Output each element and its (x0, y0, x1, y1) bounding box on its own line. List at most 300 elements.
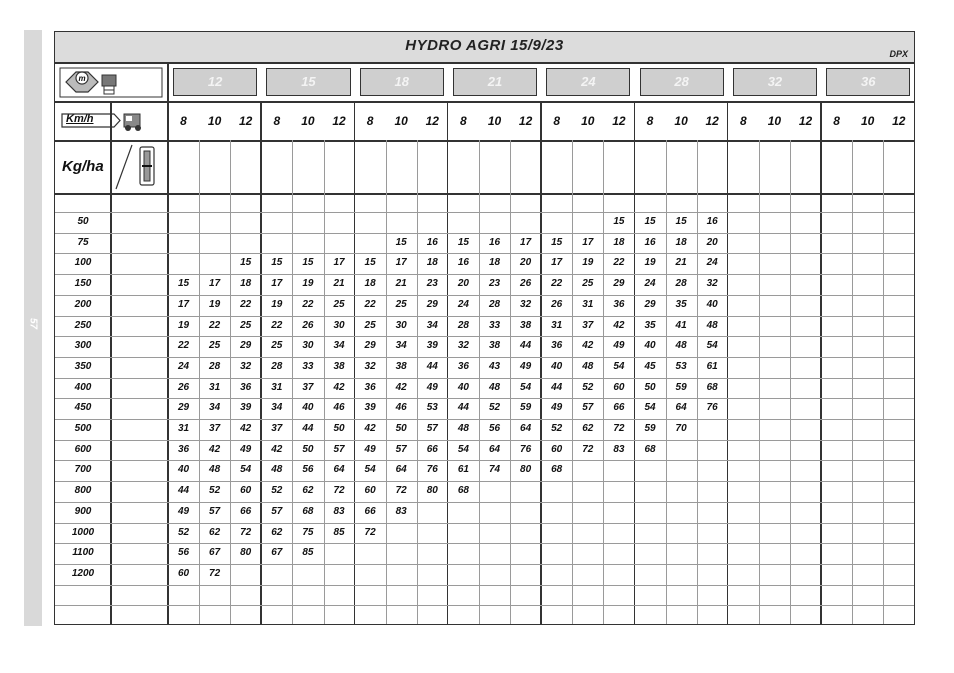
value-cell: 56 (488, 423, 501, 434)
value-cell: 52 (582, 381, 594, 393)
width-header-32: 32 (733, 68, 817, 96)
value-cell: 26 (551, 298, 563, 310)
width-header-12: 12 (173, 68, 257, 96)
value-cell: 20 (706, 236, 718, 248)
setting-lever-cell (112, 141, 164, 191)
value-cell: 15 (271, 257, 283, 269)
value-cell: 48 (209, 464, 221, 476)
width-header-36: 36 (826, 68, 910, 96)
value-cell: 40 (177, 464, 190, 476)
value-cell: 16 (457, 257, 469, 269)
value-cell: 22 (240, 298, 252, 310)
value-cell: 34 (271, 402, 283, 414)
rate-cell: 100 (74, 257, 92, 269)
opening-header: 12 (892, 114, 906, 128)
rate-cell: 700 (74, 464, 92, 476)
value-cell: 25 (240, 319, 252, 331)
value-cell: 46 (333, 402, 345, 414)
width-header-18: 18 (360, 68, 444, 96)
value-cell: 24 (457, 298, 469, 310)
opening-header: 10 (581, 114, 595, 128)
opening-header: 12 (518, 114, 533, 128)
value-cell: 25 (364, 319, 376, 331)
page-number: 57 (27, 317, 39, 330)
opening-header: 12 (425, 114, 439, 128)
value-cell: 49 (426, 381, 438, 393)
opening-header: 10 (487, 114, 502, 128)
value-cell: 62 (209, 526, 221, 538)
value-cell: 50 (644, 381, 656, 393)
value-cell: 31 (177, 423, 190, 434)
value-cell: 36 (240, 381, 252, 393)
value-cell: 22 (302, 298, 314, 310)
rule-line (820, 101, 822, 624)
value-cell: 20 (457, 278, 469, 290)
value-cell: 72 (333, 485, 345, 497)
value-cell: 66 (240, 505, 252, 517)
value-cell: 68 (551, 464, 563, 476)
value-cell: 25 (271, 340, 283, 352)
value-cell: 60 (240, 485, 252, 497)
value-cell: 25 (395, 298, 407, 310)
rate-cell: 450 (74, 402, 92, 414)
width-header-24: 24 (546, 68, 630, 96)
value-cell: 21 (333, 278, 345, 290)
opening-header: 12 (705, 114, 719, 128)
value-cell: 85 (302, 547, 314, 559)
value-cell: 35 (644, 319, 656, 331)
value-cell: 53 (426, 402, 438, 414)
value-cell: 34 (395, 340, 407, 352)
value-cell: 34 (426, 319, 438, 331)
value-cell: 18 (675, 236, 687, 248)
value-cell: 37 (302, 381, 314, 393)
value-cell: 46 (395, 402, 407, 414)
rate-cell: 1100 (72, 547, 94, 559)
value-cell: 16 (488, 236, 501, 248)
value-cell: 37 (582, 319, 594, 331)
value-cell: 48 (457, 423, 469, 434)
opening-header: 12 (798, 114, 813, 128)
value-cell: 44 (426, 360, 438, 372)
value-cell: 15 (675, 216, 687, 227)
value-cell: 37 (271, 423, 283, 434)
value-cell: 30 (333, 319, 345, 331)
value-cell: 17 (520, 236, 532, 248)
value-cell: 50 (302, 443, 314, 455)
value-cell: 53 (675, 360, 687, 372)
value-cell: 42 (271, 443, 283, 455)
value-cell: 15 (364, 257, 376, 269)
opening-header: 8 (646, 114, 654, 128)
value-cell: 60 (177, 567, 190, 579)
value-cell: 83 (333, 505, 345, 517)
value-cell: 19 (271, 298, 283, 310)
value-cell: 32 (706, 278, 718, 290)
value-cell: 52 (177, 526, 190, 538)
value-cell: 59 (520, 402, 532, 414)
rate-cell: 50 (77, 216, 89, 227)
value-cell: 15 (302, 257, 314, 269)
value-cell: 62 (271, 526, 283, 538)
opening-header: 10 (207, 114, 222, 128)
value-cell: 28 (488, 298, 501, 310)
opening-header: 8 (833, 114, 840, 128)
opening-header: 8 (739, 114, 747, 128)
value-cell: 17 (333, 257, 345, 269)
value-cell: 34 (209, 402, 221, 414)
rate-cell: 250 (74, 319, 92, 331)
opening-header: 10 (301, 114, 315, 128)
value-cell: 52 (271, 485, 283, 497)
value-cell: 48 (675, 340, 687, 352)
value-cell: 62 (302, 485, 314, 497)
value-cell: 40 (644, 340, 656, 352)
setting-lever-icon (112, 141, 164, 191)
value-cell: 25 (582, 278, 594, 290)
value-cell: 80 (520, 464, 532, 476)
value-cell: 21 (395, 278, 407, 290)
value-cell: 75 (302, 526, 314, 538)
value-cell: 67 (271, 547, 283, 559)
rate-label: Kg/ha (62, 158, 104, 175)
grid-line (55, 605, 914, 606)
value-cell: 60 (613, 381, 625, 393)
value-cell: 72 (240, 526, 252, 538)
value-cell: 45 (644, 360, 656, 372)
value-cell: 32 (457, 340, 469, 352)
value-cell: 57 (271, 505, 283, 517)
value-cell: 57 (582, 402, 594, 414)
value-cell: 37 (209, 423, 221, 434)
document-title: HYDRO AGRI 15/9/23 (405, 37, 564, 54)
value-cell: 72 (582, 443, 594, 455)
value-cell: 64 (675, 402, 687, 414)
value-cell: 54 (706, 340, 718, 352)
rate-cell: 350 (74, 360, 92, 372)
value-cell: 52 (209, 485, 221, 497)
value-cell: 49 (613, 340, 625, 352)
value-cell: 48 (271, 464, 283, 476)
value-cell: 62 (582, 423, 594, 434)
opening-header: 12 (332, 114, 346, 128)
value-cell: 26 (177, 381, 190, 393)
value-cell: 72 (395, 485, 407, 497)
value-cell: 36 (457, 360, 469, 372)
value-cell: 48 (488, 381, 501, 393)
value-cell: 18 (240, 278, 252, 290)
value-cell: 76 (426, 464, 438, 476)
value-cell: 17 (177, 298, 190, 310)
value-cell: 57 (395, 443, 407, 455)
value-cell: 57 (333, 443, 345, 455)
value-cell: 31 (582, 298, 594, 310)
value-cell: 15 (457, 236, 469, 248)
value-cell: 68 (644, 443, 656, 455)
value-cell: 59 (675, 381, 687, 393)
value-cell: 22 (551, 278, 563, 290)
value-cell: 31 (551, 319, 563, 331)
grid-line (55, 585, 914, 586)
value-cell: 19 (177, 319, 190, 331)
value-cell: 28 (675, 278, 687, 290)
value-cell: 57 (426, 423, 438, 434)
value-cell: 33 (488, 319, 501, 331)
opening-header: 8 (180, 114, 187, 128)
value-cell: 18 (364, 278, 376, 290)
value-cell: 31 (271, 381, 283, 393)
value-cell: 44 (551, 381, 563, 393)
value-cell: 42 (364, 423, 376, 434)
value-cell: 40 (302, 402, 314, 414)
value-cell: 49 (240, 443, 252, 455)
value-cell: 22 (271, 319, 283, 331)
value-cell: 29 (644, 298, 656, 310)
value-cell: 34 (333, 340, 345, 352)
value-cell: 64 (488, 443, 501, 455)
opening-header: 8 (366, 114, 374, 128)
value-cell: 17 (209, 278, 221, 290)
value-cell: 19 (644, 257, 656, 269)
value-cell: 42 (209, 443, 221, 455)
value-cell: 66 (364, 505, 376, 517)
rate-cell: 600 (74, 443, 92, 455)
value-cell: 39 (364, 402, 376, 414)
value-cell: 23 (426, 278, 438, 290)
value-cell: 59 (644, 423, 656, 434)
svg-text:m: m (78, 74, 86, 83)
value-cell: 74 (488, 464, 501, 476)
value-cell: 40 (706, 298, 718, 310)
opening-header: 12 (239, 114, 253, 128)
value-cell: 61 (706, 360, 718, 372)
value-cell: 56 (302, 464, 314, 476)
value-cell: 49 (551, 402, 563, 414)
opening-header: 8 (553, 114, 561, 128)
value-cell: 22 (364, 298, 376, 310)
value-cell: 54 (644, 402, 656, 414)
value-cell: 35 (675, 298, 687, 310)
value-cell: 52 (488, 402, 501, 414)
value-cell: 44 (520, 340, 532, 352)
opening-header: 10 (767, 114, 782, 128)
value-cell: 54 (240, 464, 252, 476)
value-cell: 49 (364, 443, 376, 455)
rate-cell: 800 (74, 485, 92, 497)
value-cell: 15 (240, 257, 252, 269)
value-cell: 19 (209, 298, 221, 310)
value-cell: 48 (582, 360, 594, 372)
value-cell: 52 (551, 423, 563, 434)
value-cell: 22 (209, 319, 221, 331)
value-cell: 22 (177, 340, 190, 352)
speed-label: Km/h (66, 113, 94, 125)
value-cell: 50 (333, 423, 345, 434)
value-cell: 24 (706, 257, 718, 269)
value-cell: 80 (240, 547, 252, 559)
value-cell: 57 (209, 505, 221, 517)
value-cell: 44 (457, 402, 469, 414)
value-cell: 68 (302, 505, 314, 517)
value-cell: 66 (613, 402, 625, 414)
value-cell: 64 (333, 464, 345, 476)
title-bar (55, 32, 914, 63)
rule-line (55, 193, 914, 195)
value-cell: 66 (426, 443, 438, 455)
value-cell: 17 (271, 278, 283, 290)
value-cell: 29 (426, 298, 438, 310)
value-cell: 22 (613, 257, 625, 269)
value-cell: 40 (551, 360, 563, 372)
value-cell: 15 (395, 236, 407, 248)
value-cell: 18 (488, 257, 501, 269)
value-cell: 44 (177, 485, 190, 497)
value-cell: 68 (706, 381, 718, 393)
value-cell: 76 (520, 443, 532, 455)
grid-line (55, 212, 914, 213)
width-header-21: 21 (453, 68, 537, 96)
value-cell: 42 (395, 381, 407, 393)
value-cell: 19 (582, 257, 594, 269)
value-cell: 17 (395, 257, 407, 269)
value-cell: 56 (177, 547, 190, 559)
value-cell: 16 (644, 236, 656, 248)
value-cell: 18 (426, 257, 438, 269)
value-cell: 61 (457, 464, 469, 476)
rule-line (55, 140, 914, 142)
value-cell: 72 (613, 423, 625, 434)
value-cell: 31 (209, 381, 221, 393)
value-cell: 60 (364, 485, 376, 497)
value-cell: 80 (426, 485, 438, 497)
value-cell: 30 (395, 319, 407, 331)
value-cell: 54 (613, 360, 625, 372)
value-cell: 83 (613, 443, 625, 455)
value-cell: 68 (457, 485, 469, 497)
value-cell: 38 (520, 319, 532, 331)
rate-cell: 150 (74, 278, 92, 290)
value-cell: 29 (240, 340, 252, 352)
value-cell: 15 (613, 216, 625, 227)
value-cell: 17 (582, 236, 594, 248)
value-cell: 23 (488, 278, 501, 290)
rate-cell: 900 (74, 505, 92, 517)
value-cell: 38 (488, 340, 501, 352)
rate-cell: 400 (74, 381, 92, 393)
value-cell: 38 (333, 360, 345, 372)
value-cell: 15 (644, 216, 656, 227)
rate-cell: 300 (74, 340, 92, 352)
opening-header: 8 (273, 114, 281, 128)
value-cell: 64 (520, 423, 532, 434)
rule-line (55, 62, 914, 64)
rate-cell: 1200 (71, 567, 95, 579)
value-cell: 28 (271, 360, 283, 372)
value-cell: 83 (395, 505, 407, 517)
opening-header: 12 (612, 114, 626, 128)
value-cell: 72 (209, 567, 221, 579)
value-cell: 50 (395, 423, 407, 434)
value-cell: 17 (551, 257, 563, 269)
value-cell: 39 (426, 340, 438, 352)
value-cell: 15 (551, 236, 563, 248)
value-cell: 24 (644, 278, 656, 290)
value-cell: 16 (706, 216, 718, 227)
value-cell: 29 (364, 340, 376, 352)
value-cell: 49 (520, 360, 532, 372)
value-cell: 70 (675, 423, 687, 434)
value-cell: 43 (488, 360, 501, 372)
value-cell: 29 (177, 402, 190, 414)
value-cell: 26 (520, 278, 532, 290)
value-cell: 76 (706, 402, 718, 414)
value-cell: 19 (302, 278, 314, 290)
value-cell: 36 (177, 443, 190, 455)
value-cell: 48 (706, 319, 718, 331)
value-cell: 49 (177, 505, 190, 517)
value-cell: 25 (209, 340, 221, 352)
value-cell: 26 (302, 319, 314, 331)
value-cell: 85 (333, 526, 345, 538)
value-cell: 20 (520, 257, 532, 269)
opening-header: 8 (460, 114, 467, 128)
value-cell: 32 (520, 298, 532, 310)
value-cell: 30 (302, 340, 314, 352)
value-cell: 42 (582, 340, 594, 352)
value-cell: 72 (364, 526, 376, 538)
value-cell: 42 (333, 381, 345, 393)
opening-header: 10 (394, 114, 408, 128)
value-cell: 42 (613, 319, 625, 331)
value-cell: 21 (675, 257, 687, 269)
value-cell: 36 (613, 298, 625, 310)
value-cell: 64 (395, 464, 407, 476)
opening-header: 10 (861, 114, 875, 128)
rate-cell: 75 (77, 236, 89, 248)
value-cell: 32 (240, 360, 252, 372)
width-header-28: 28 (640, 68, 724, 96)
value-cell: 38 (395, 360, 407, 372)
value-cell: 28 (209, 360, 221, 372)
value-cell: 32 (364, 360, 376, 372)
value-cell: 29 (613, 278, 625, 290)
value-cell: 60 (551, 443, 563, 455)
value-cell: 36 (551, 340, 563, 352)
rule-line (110, 101, 112, 624)
value-cell: 54 (520, 381, 532, 393)
rate-cell: 500 (74, 423, 92, 434)
value-cell: 15 (177, 278, 190, 290)
value-cell: 54 (457, 443, 469, 455)
value-cell: 25 (333, 298, 345, 310)
rate-cell: 1000 (71, 526, 95, 538)
value-cell: 39 (240, 402, 252, 414)
model-tag: DPX (889, 49, 908, 59)
rule-line (55, 101, 914, 103)
value-cell: 18 (613, 236, 625, 248)
value-cell: 42 (240, 423, 252, 434)
width-header-15: 15 (266, 68, 350, 96)
value-cell: 67 (209, 547, 221, 559)
value-cell: 33 (302, 360, 314, 372)
value-cell: 44 (302, 423, 314, 434)
value-cell: 16 (426, 236, 438, 248)
value-cell: 36 (364, 381, 376, 393)
spreader-machine-icon (58, 66, 164, 99)
value-cell: 24 (177, 360, 190, 372)
value-cell: 54 (364, 464, 376, 476)
opening-header: 10 (674, 114, 688, 128)
